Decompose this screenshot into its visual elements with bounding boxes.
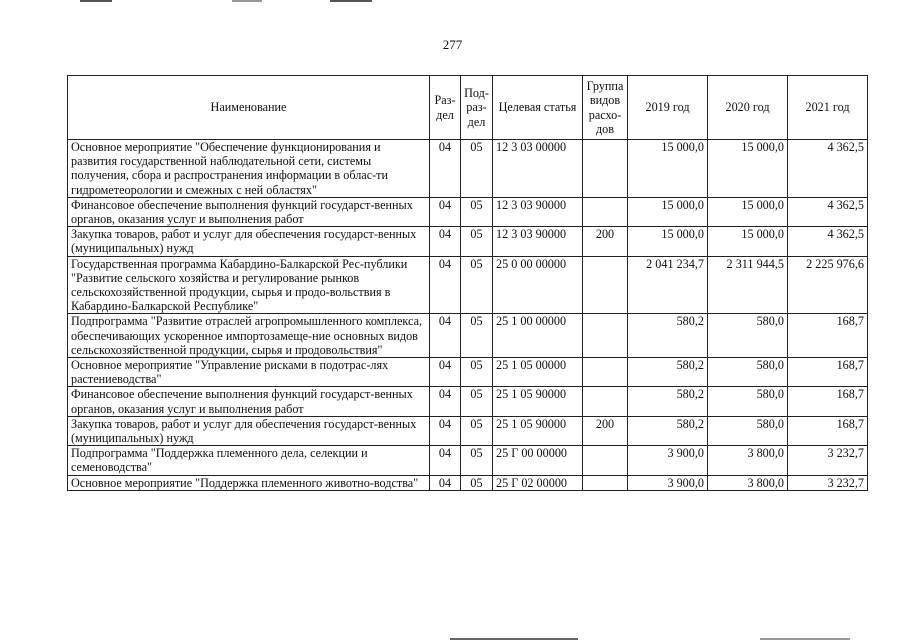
table-row [68,358,868,387]
row-subsection: 05 [461,314,493,358]
header-2020: 2020 год [708,76,788,140]
row-2021: 168,7 [788,314,868,358]
row-2021: 4 362,5 [788,140,868,198]
header-subsection: Под-раз-дел [461,76,493,140]
row-name: Подпрограмма "Поддержка племенного дела, селекции и семеноводства" [68,446,430,475]
header-expense-group: Группа видов расхо-дов [583,76,628,140]
row-2020: 3 800,0 [708,446,788,475]
row-subsection: 05 [461,387,493,416]
row-2019: 15 000,0 [628,227,708,256]
row-2021: 4 362,5 [788,227,868,256]
budget-table [67,75,868,491]
header-2021: 2021 год [788,76,868,140]
row-name: Основное мероприятие "Поддержка племенного животно-водства" [68,475,430,490]
scan-artifact [80,0,112,2]
row-target: 25 1 05 90000 [493,416,583,445]
row-section: 04 [430,446,461,475]
row-section: 04 [430,387,461,416]
row-2019: 15 000,0 [628,197,708,226]
row-section: 04 [430,227,461,256]
row-section: 04 [430,475,461,490]
row-section: 04 [430,197,461,226]
row-subsection: 05 [461,140,493,198]
row-target: 12 3 03 90000 [493,197,583,226]
row-2021: 168,7 [788,416,868,445]
row-2021: 4 362,5 [788,197,868,226]
table-row [68,227,868,256]
row-2020: 15 000,0 [708,140,788,198]
row-name: Подпрограмма "Развитие отраслей агропромышленного комплекса, обеспечивающих ускоренное импортозамеще-ние основных видов сельскохозяйственной продукции, сырья и продовольствия" [68,314,430,358]
table-row [68,446,868,475]
row-expense-group [583,256,628,314]
row-subsection: 05 [461,197,493,226]
row-target: 25 Г 02 00000 [493,475,583,490]
row-2019: 3 900,0 [628,475,708,490]
row-2019: 580,2 [628,387,708,416]
table-body [68,140,868,491]
row-2021: 168,7 [788,387,868,416]
row-2020: 580,0 [708,314,788,358]
row-section: 04 [430,358,461,387]
row-2021: 3 232,7 [788,475,868,490]
row-subsection: 05 [461,475,493,490]
row-2020: 3 800,0 [708,475,788,490]
row-2020: 580,0 [708,416,788,445]
row-expense-group [583,387,628,416]
row-section: 04 [430,140,461,198]
row-2020: 580,0 [708,358,788,387]
row-name: Основное мероприятие "Управление рисками в подотрас-лях растениеводства" [68,358,430,387]
row-expense-group [583,197,628,226]
header-name: Наименование [68,76,430,140]
header-target: Целевая статья [493,76,583,140]
row-section: 04 [430,256,461,314]
row-expense-group [583,475,628,490]
row-subsection: 05 [461,446,493,475]
row-2020: 15 000,0 [708,227,788,256]
row-target: 25 1 05 00000 [493,358,583,387]
table-row [68,416,868,445]
row-2019: 2 041 234,7 [628,256,708,314]
row-expense-group [583,140,628,198]
table-row [68,140,868,198]
header-section: Раз-дел [430,76,461,140]
row-2020: 2 311 944,5 [708,256,788,314]
scan-artifact [232,0,262,2]
row-section: 04 [430,416,461,445]
row-2021: 3 232,7 [788,446,868,475]
row-target: 12 3 03 00000 [493,140,583,198]
row-subsection: 05 [461,416,493,445]
row-2019: 3 900,0 [628,446,708,475]
row-2021: 2 225 976,6 [788,256,868,314]
row-target: 25 Г 00 00000 [493,446,583,475]
table-row [68,256,868,314]
header-2019: 2019 год [628,76,708,140]
row-expense-group [583,358,628,387]
row-target: 12 3 03 90000 [493,227,583,256]
row-subsection: 05 [461,358,493,387]
row-expense-group [583,314,628,358]
page-number: 277 [442,37,463,52]
table-row [68,314,868,358]
row-2019: 15 000,0 [628,140,708,198]
table-row [68,387,868,416]
row-subsection: 05 [461,227,493,256]
scan-artifact [330,0,372,2]
row-target: 25 1 00 00000 [493,314,583,358]
row-expense-group: 200 [583,227,628,256]
row-name: Финансовое обеспечение выполнения функций государст-венных органов, оказания услуг и выполнения работ [68,197,430,226]
table-row [68,475,868,490]
table-row [68,197,868,226]
row-section: 04 [430,314,461,358]
table-header-row [68,76,868,140]
row-target: 25 0 00 00000 [493,256,583,314]
row-2020: 15 000,0 [708,197,788,226]
row-2021: 168,7 [788,358,868,387]
row-name: Государственная программа Кабардино-Балкарской Рес-публики "Развитие сельского хозяйства и регулирование рынков сельскохозяйственной продукции, сырья и продо-вольствия в Кабардино-Балкарской Республике" [68,256,430,314]
row-expense-group [583,446,628,475]
row-2019: 580,2 [628,358,708,387]
row-expense-group: 200 [583,416,628,445]
row-subsection: 05 [461,256,493,314]
row-2020: 580,0 [708,387,788,416]
row-target: 25 1 05 90000 [493,387,583,416]
row-name: Закупка товаров, работ и услуг для обеспечения государст-венных (муниципальных) нужд [68,416,430,445]
row-2019: 580,2 [628,314,708,358]
row-name: Основное мероприятие "Обеспечение функционирования и развития государственной наблюдательной сети, системы получения, сбора и распространения информации в облас-ти гидрометеорологии и смежных с ней областях" [68,140,430,198]
row-name: Закупка товаров, работ и услуг для обеспечения государст-венных (муниципальных) нужд [68,227,430,256]
row-name: Финансовое обеспечение выполнения функций государст-венных органов, оказания услуг и выполнения работ [68,387,430,416]
row-2019: 580,2 [628,416,708,445]
